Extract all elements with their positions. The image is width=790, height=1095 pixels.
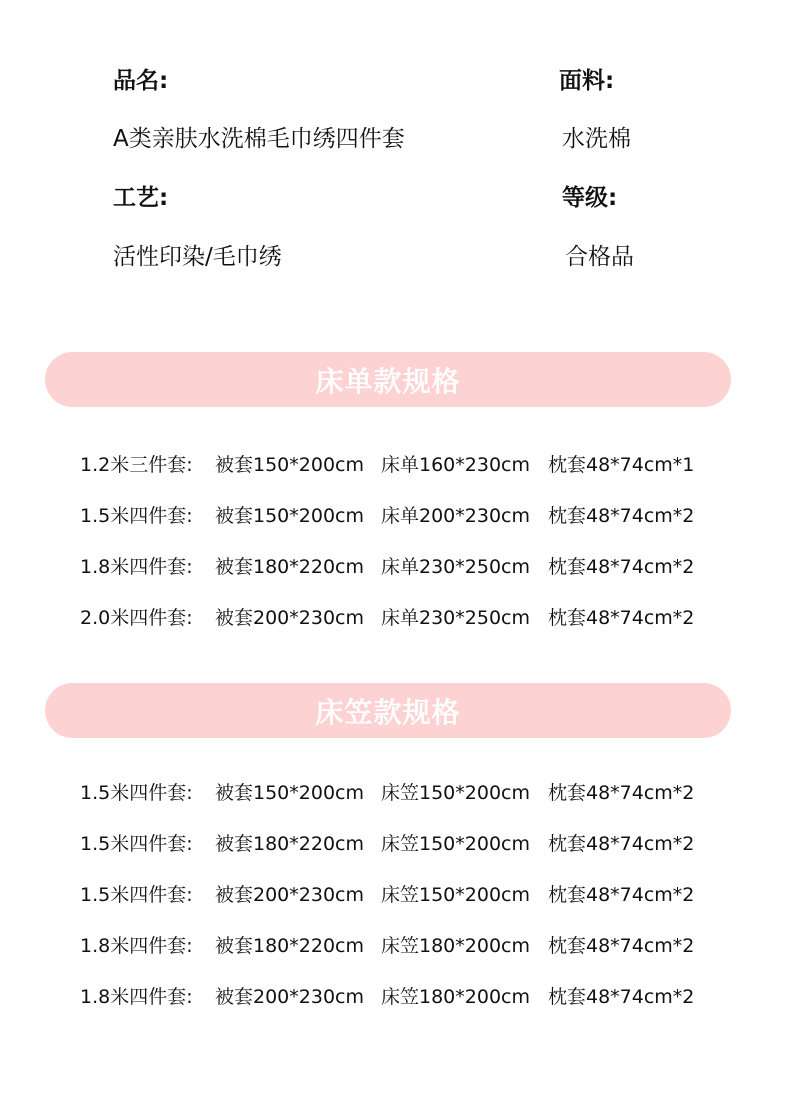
- pillowcase-size: 枕套48*74cm*2: [548, 556, 695, 578]
- fitted-sheet-title: 床笠款规格: [315, 695, 461, 729]
- sheet-size: 床单160*230cm: [381, 454, 530, 476]
- spec-row: [80, 766, 720, 817]
- spec-row: [80, 919, 720, 970]
- pillowcase-size: 枕套48*74cm*2: [548, 833, 695, 855]
- fitted-sheet-spec-list: [80, 766, 720, 1021]
- flat-sheet-title: 床单款规格: [315, 364, 461, 398]
- spec-row: [80, 438, 720, 489]
- sheet-size: 床笠150*200cm: [381, 782, 530, 804]
- sheet-size: 床笠180*200cm: [381, 986, 530, 1008]
- set-size: 1.5米四件套:: [80, 782, 193, 804]
- sheet-size: 床单230*250cm: [381, 556, 530, 578]
- set-size: 1.8米四件套:: [80, 986, 193, 1008]
- set-size: 1.8米四件套:: [80, 935, 193, 957]
- set-size: 1.2米三件套:: [80, 454, 193, 476]
- duvet-cover-size: 被套180*220cm: [215, 935, 364, 957]
- product-name-label: 品名:: [113, 68, 169, 94]
- spec-row: [80, 540, 720, 591]
- duvet-cover-size: 被套200*230cm: [215, 607, 364, 629]
- pillowcase-size: 枕套48*74cm*1: [548, 454, 695, 476]
- set-size: 1.5米四件套:: [80, 833, 193, 855]
- duvet-cover-size: 被套150*200cm: [215, 454, 364, 476]
- fabric-value: 水洗棉: [562, 126, 631, 152]
- pillowcase-size: 枕套48*74cm*2: [548, 935, 695, 957]
- duvet-cover-size: 被套150*200cm: [215, 505, 364, 527]
- grade-label: 等级:: [562, 185, 618, 211]
- spec-row: [80, 591, 720, 642]
- duvet-cover-size: 被套200*230cm: [215, 884, 364, 906]
- spec-row: [80, 868, 720, 919]
- craft-value: 活性印染/毛巾绣: [113, 244, 282, 270]
- grade-value: 合格品: [565, 244, 634, 270]
- set-size: 1.8米四件套:: [80, 556, 193, 578]
- sheet-size: 床单200*230cm: [381, 505, 530, 527]
- pillowcase-size: 枕套48*74cm*2: [548, 505, 695, 527]
- set-size: 1.5米四件套:: [80, 505, 193, 527]
- pillowcase-size: 枕套48*74cm*2: [548, 782, 695, 804]
- set-size: 1.5米四件套:: [80, 884, 193, 906]
- spec-row: [80, 489, 720, 540]
- duvet-cover-size: 被套180*220cm: [215, 833, 364, 855]
- duvet-cover-size: 被套200*230cm: [215, 986, 364, 1008]
- flat-sheet-spec-list: [80, 438, 720, 642]
- craft-label: 工艺:: [113, 185, 169, 211]
- product-name-value: A类亲肤水洗棉毛巾绣四件套: [113, 126, 405, 152]
- sheet-size: 床笠150*200cm: [381, 833, 530, 855]
- pillowcase-size: 枕套48*74cm*2: [548, 986, 695, 1008]
- duvet-cover-size: 被套180*220cm: [215, 556, 364, 578]
- fabric-label: 面料:: [559, 68, 615, 94]
- spec-row: [80, 970, 720, 1021]
- set-size: 2.0米四件套:: [80, 607, 193, 629]
- flat-sheet-banner: [45, 352, 731, 407]
- sheet-size: 床笠150*200cm: [381, 884, 530, 906]
- fitted-sheet-banner: [45, 683, 731, 738]
- pillowcase-size: 枕套48*74cm*2: [548, 607, 695, 629]
- spec-row: [80, 817, 720, 868]
- sheet-size: 床单230*250cm: [381, 607, 530, 629]
- pillowcase-size: 枕套48*74cm*2: [548, 884, 695, 906]
- duvet-cover-size: 被套150*200cm: [215, 782, 364, 804]
- sheet-size: 床笠180*200cm: [381, 935, 530, 957]
